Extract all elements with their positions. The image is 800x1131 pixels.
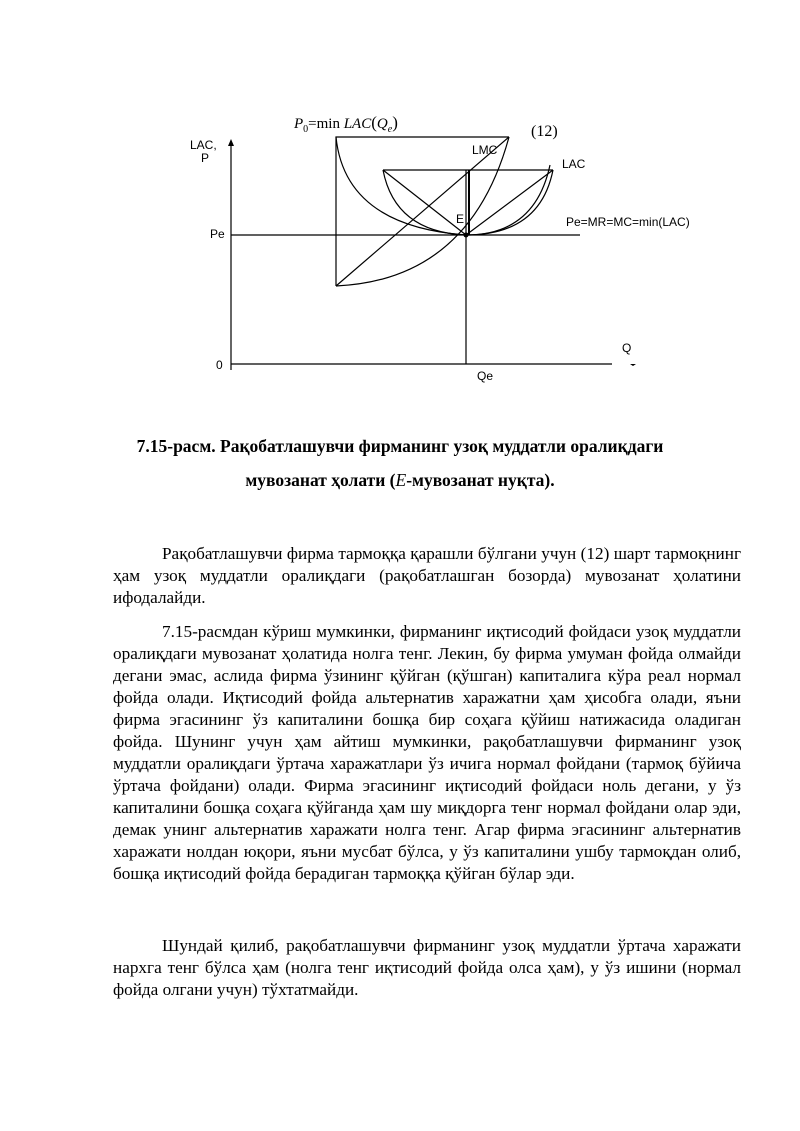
equation-number: (12) [531, 123, 558, 140]
lac-curve [336, 137, 550, 235]
origin-label: 0 [216, 358, 223, 372]
formula: $P_0=\min$ $LAC(Q_e)$ [294, 113, 398, 135]
y-axis-label-line2: P [201, 151, 210, 165]
equilibrium-figure [0, 0, 800, 400]
y-axis-arrow [228, 139, 234, 146]
caption-e-symbol: E [395, 470, 407, 490]
pe-label: Pe [210, 227, 225, 241]
paragraph-2: 7.15-расмдан кўриш мумкинки, фирманинг иқтисодий фойдаси узоқ муддатли оралиқдаги мувозанат ҳолатида нолга тенг. Лекин, бу фирма умуман фойда олмайди дегани эмас, аслида фирма ўзининг қўйган (қўшган) капиталига кўра реал нормал фойда олади. Иқтисодий фойда альтернатив харажатни ҳам ҳисобга олади, яъни фирма эгасининг ўз капиталини бошқа бир соҳага қўйиш натижасида оладиган фойда. Шунинг учун ҳам айтиш мумкинки, рақобатлашувчи фирманинг узоқ муддатли оралиқдаги ўртача харажатлари ўз ичига нормал фойдани (тармоқ бўйича ўртача фойдани) олади. Фирма эгасининг иқтисодий фойдаси ноль дегани, у ўз капиталини бошқа соҳага қўйганда ҳам шу миқдорга тенг нормал фойдани олар эди, демак унинг альтернатив харажати нолга тенг. Агар фирма эгасининг альтернатив харажати нолдан юқори, яъни мусбат бўлса, у ўз капиталини ушбу тармоқдан олиб, бошқа иқтисодий фойда берадиган тармоққа қўйган бўлар эди. [113, 622, 741, 883]
condition-label: Pe=MR=MC=min(LAC) [566, 215, 690, 229]
caption-line2-prefix: мувозанат ҳолати ( [245, 470, 396, 490]
figure-caption-line1: 7.15-расм. Рақобатлашувчи фирманинг узоқ муддатли оралиқдаги [136, 436, 664, 456]
y-axis-label-line1: LAC, [190, 138, 217, 152]
diagonal-long [336, 137, 509, 286]
caption-line2-suffix: -мувозанат нуқта). [406, 470, 555, 490]
x-axis-arrow [630, 364, 636, 366]
paragraph-3: Шундай қилиб, рақобатлашувчи фирманинг узоқ муддатли ўртача харажати нархга тенг бўлса ҳам (нолга тенг иқтисодий фойда олса ҳам), у ўз ишини (нормал фойда олгани учун) тўхтатмайди. [113, 936, 741, 999]
e-label: E [456, 212, 465, 226]
qe-label: Qe [477, 369, 494, 383]
q-label: Q [622, 341, 632, 355]
equilibrium-point [464, 233, 469, 238]
lac-label: LAC [562, 157, 586, 171]
lmc-label: LMC [472, 143, 498, 157]
paragraph-1: Рақобатлашувчи фирма тармоққа қарашли бўлгани учун (12) шарт тармоқнинг ҳам узоқ муддатли оралиқдаги (рақобатлашган бозорда) мувозанат ҳолатини ифодалайди. [113, 544, 741, 607]
figure-caption-line2 [100, 470, 700, 491]
